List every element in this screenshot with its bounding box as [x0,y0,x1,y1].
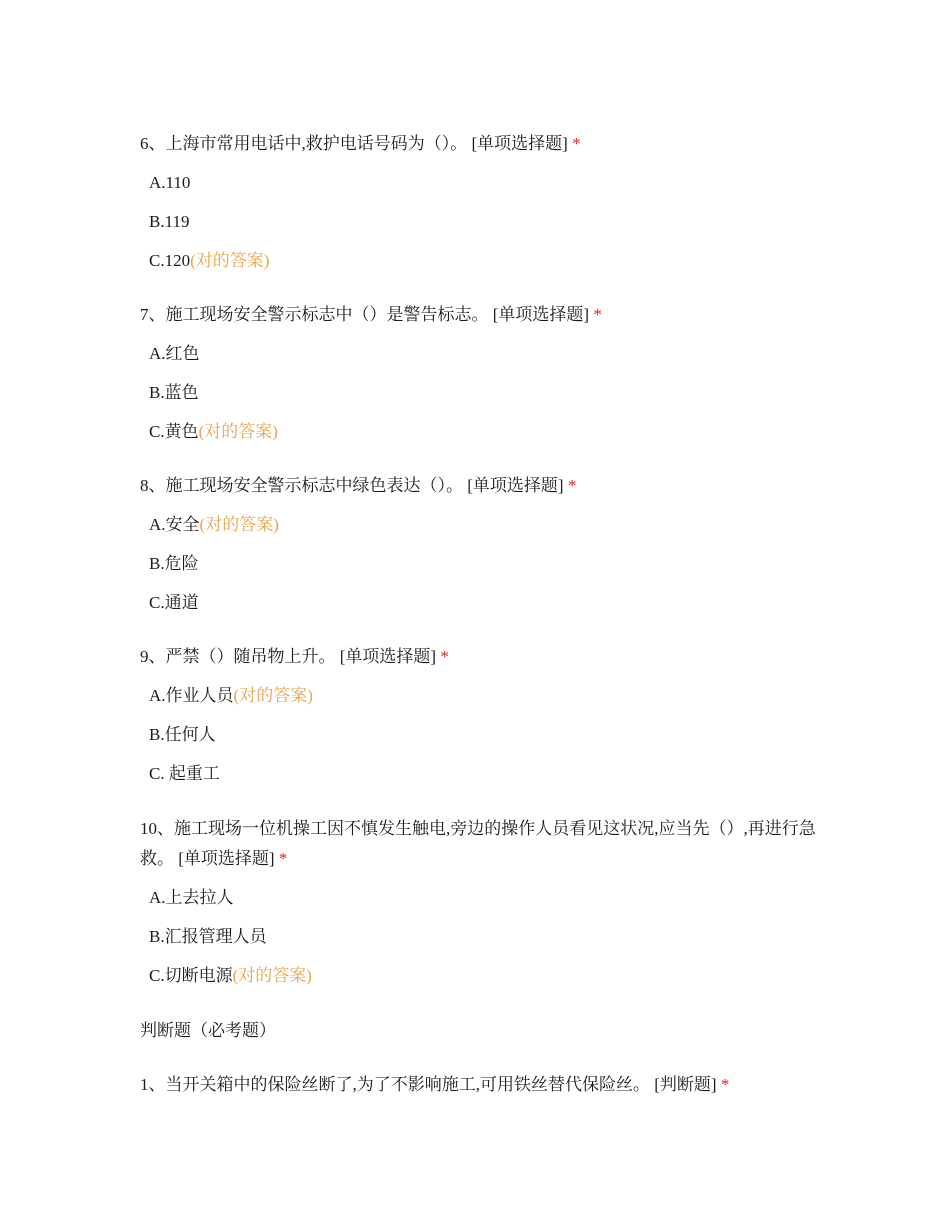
option-text: C.黄色 [149,422,199,441]
question-9 [140,642,820,801]
required-mark: * [567,476,577,495]
question-text: 10、施工现场一位机操工因不慎发生触电,旁边的操作人员看见这状况,应当先（）,再进行急救。 [140,819,816,868]
question-stem [140,642,820,672]
question-text: 6、上海市常用电话中,救护电话号码为（）。 [140,134,468,153]
judge-question-1 [140,1070,820,1100]
question-10 [140,814,820,1003]
question-type: [单项选择题] [178,849,275,868]
option-text: C. 起重工 [149,764,220,783]
question-type: [单项选择题] [471,134,568,153]
option-c [149,591,820,630]
option-text: A.安全 [149,515,200,534]
question-text: 9、严禁（）随吊物上升。 [140,647,336,666]
option-a [149,342,820,381]
correct-answer-mark: (对的答案) [232,966,312,985]
question-type: [单项选择题] [339,647,437,666]
option-c [149,762,820,801]
question-6 [140,129,820,288]
option-text: C.120 [149,251,191,270]
question-stem [140,1070,820,1100]
option-text: B.汇报管理人员 [149,927,267,946]
required-mark: * [278,849,288,868]
option-b [149,552,820,591]
question-type: [单项选择题] [467,476,564,495]
option-text: C.通道 [149,593,199,612]
option-text: A.上去拉人 [149,888,234,907]
option-text: A.作业人员 [149,686,234,705]
option-text: A.红色 [149,344,200,363]
option-b [149,925,820,964]
correct-answer-mark: (对的答案) [233,686,313,705]
option-c [149,420,820,459]
required-mark: * [440,647,449,666]
section-title: 判断题（必考题） [140,1021,276,1040]
question-7 [140,300,820,459]
option-a [149,886,820,925]
option-c [149,964,820,1003]
question-text: 8、施工现场安全警示标志中绿色表达（）。 [140,476,463,495]
question-text: 7、施工现场安全警示标志中（）是警告标志。 [140,305,489,324]
option-b [149,210,820,249]
required-mark: * [572,134,581,153]
option-a [149,171,820,210]
option-a [149,513,820,552]
question-8 [140,471,820,630]
question-stem [140,471,820,501]
question-stem [140,129,820,159]
option-a [149,684,820,723]
option-b [149,723,820,762]
correct-answer-mark: (对的答案) [199,515,279,534]
option-c [149,249,820,288]
option-text: B.危险 [149,554,199,573]
correct-answer-mark: (对的答案) [190,251,270,270]
required-mark: * [593,305,602,324]
question-type: [判断题] [654,1075,717,1094]
option-b [149,381,820,420]
option-text: B.任何人 [149,725,216,744]
question-stem [140,814,820,874]
required-mark: * [720,1075,730,1094]
correct-answer-mark: (对的答案) [198,422,278,441]
option-text: A.110 [149,173,191,192]
option-text: C.切断电源 [149,966,233,985]
question-text: 1、当开关箱中的保险丝断了,为了不影响施工,可用铁丝替代保险丝。 [140,1075,650,1094]
question-type: [单项选择题] [492,305,590,324]
option-text: B.蓝色 [149,383,199,402]
option-text: B.119 [149,212,190,231]
question-stem [140,300,820,330]
